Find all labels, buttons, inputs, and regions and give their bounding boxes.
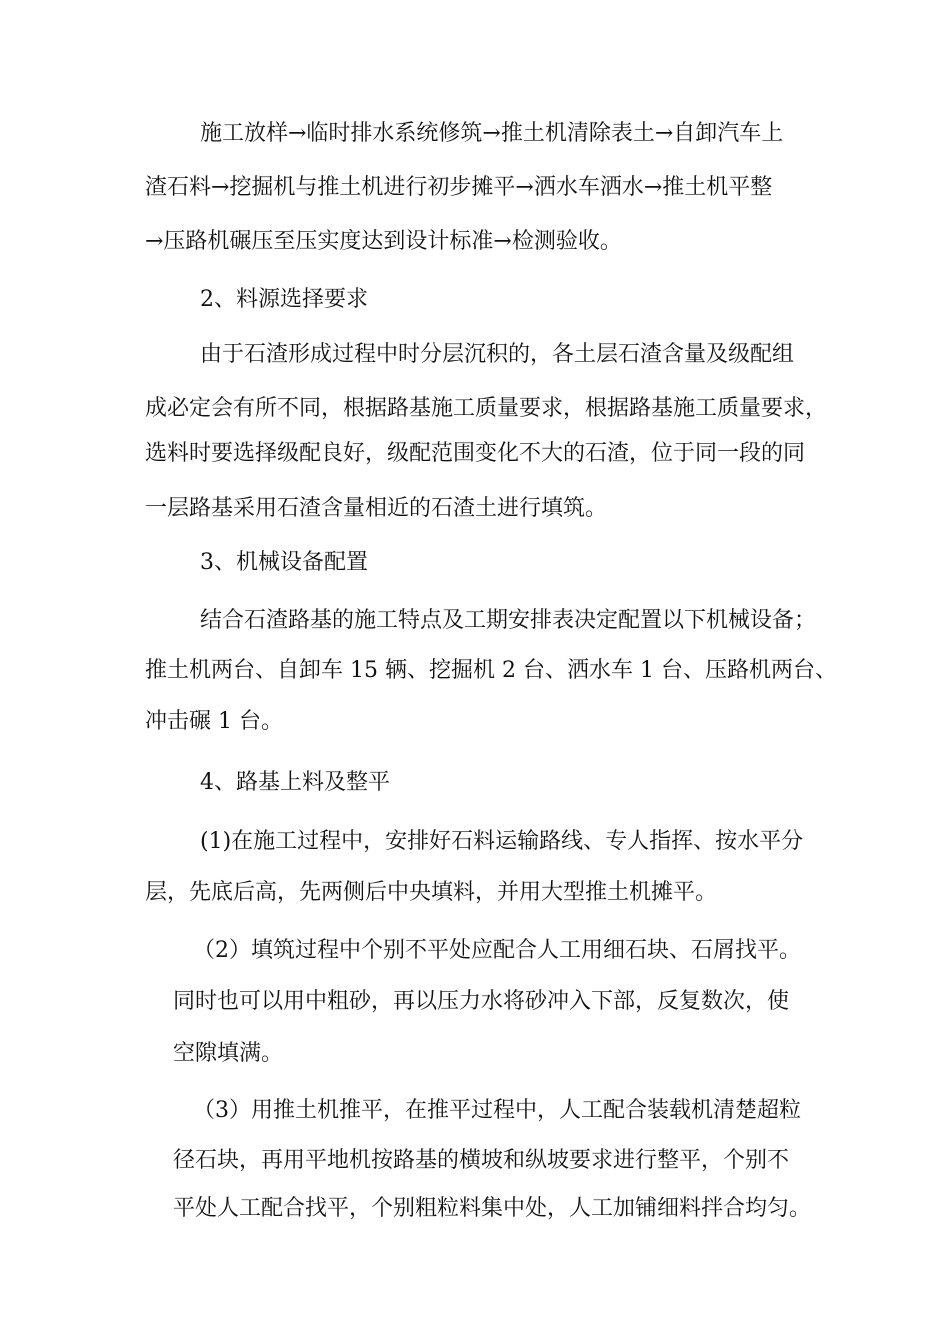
- section-heading: 4、路基上料及整平: [200, 770, 390, 795]
- text-line: 推土机两台、自卸车 15 辆、挖掘机 2 台、洒水车 1 台、压路机两台、: [145, 658, 837, 683]
- text-line: →压路机碾压至压实度达到设计标准→检测验收。: [145, 229, 622, 254]
- text-line: 施工放样→临时排水系统修筑→推土机清除表土→自卸汽车上: [200, 121, 784, 146]
- text-line: （2）填筑过程中个别不平处应配合人工用细石块、石屑找平。: [193, 938, 801, 963]
- text-line: 平处人工配合找平，个别粗粒料集中处，人工加铺细料拌合均匀。: [173, 1196, 812, 1221]
- text-line: 层，先底后高，先两侧后中央填料，并用大型推土机摊平。: [145, 880, 718, 905]
- section-heading: 2、料源选择要求: [200, 287, 368, 312]
- text-line: 同时也可以用中粗砂，再以压力水将砂冲入下部，反复数次，使: [173, 989, 790, 1014]
- text-line: 冲击碾 1 台。: [145, 709, 283, 734]
- section-heading: 3、机械设备配置: [200, 550, 368, 575]
- text-line: 渣石料→挖掘机与推土机进行初步摊平→洒水车洒水→推土机平整: [145, 175, 773, 200]
- text-line: 径石块，再用平地机按路基的横坡和纵坡要求进行整平，个别不: [173, 1148, 790, 1173]
- text-line: (1)在施工过程中，安排好石料运输路线、专人指挥、按水平分: [200, 829, 804, 854]
- text-line: 结合石渣路基的施工特点及工期安排表决定配置以下机械设备；: [200, 608, 817, 633]
- text-line: 一层路基采用石渣含量相近的石渣土进行填筑。: [145, 496, 608, 521]
- text-line: 成必定会有所不同，根据路基施工质量要求，根据路基施工质量要求，: [145, 396, 828, 421]
- text-line: 空隙填满。: [173, 1041, 284, 1066]
- text-line: （3）用推土机推平，在推平过程中，人工配合装载机清楚超粒: [193, 1098, 801, 1123]
- text-line: 选料时要选择级配良好，级配范围变化不大的石渣，位于同一段的同: [145, 441, 806, 466]
- text-line: 由于石渣形成过程中时分层沉积的，各土层石渣含量及级配组: [200, 342, 795, 367]
